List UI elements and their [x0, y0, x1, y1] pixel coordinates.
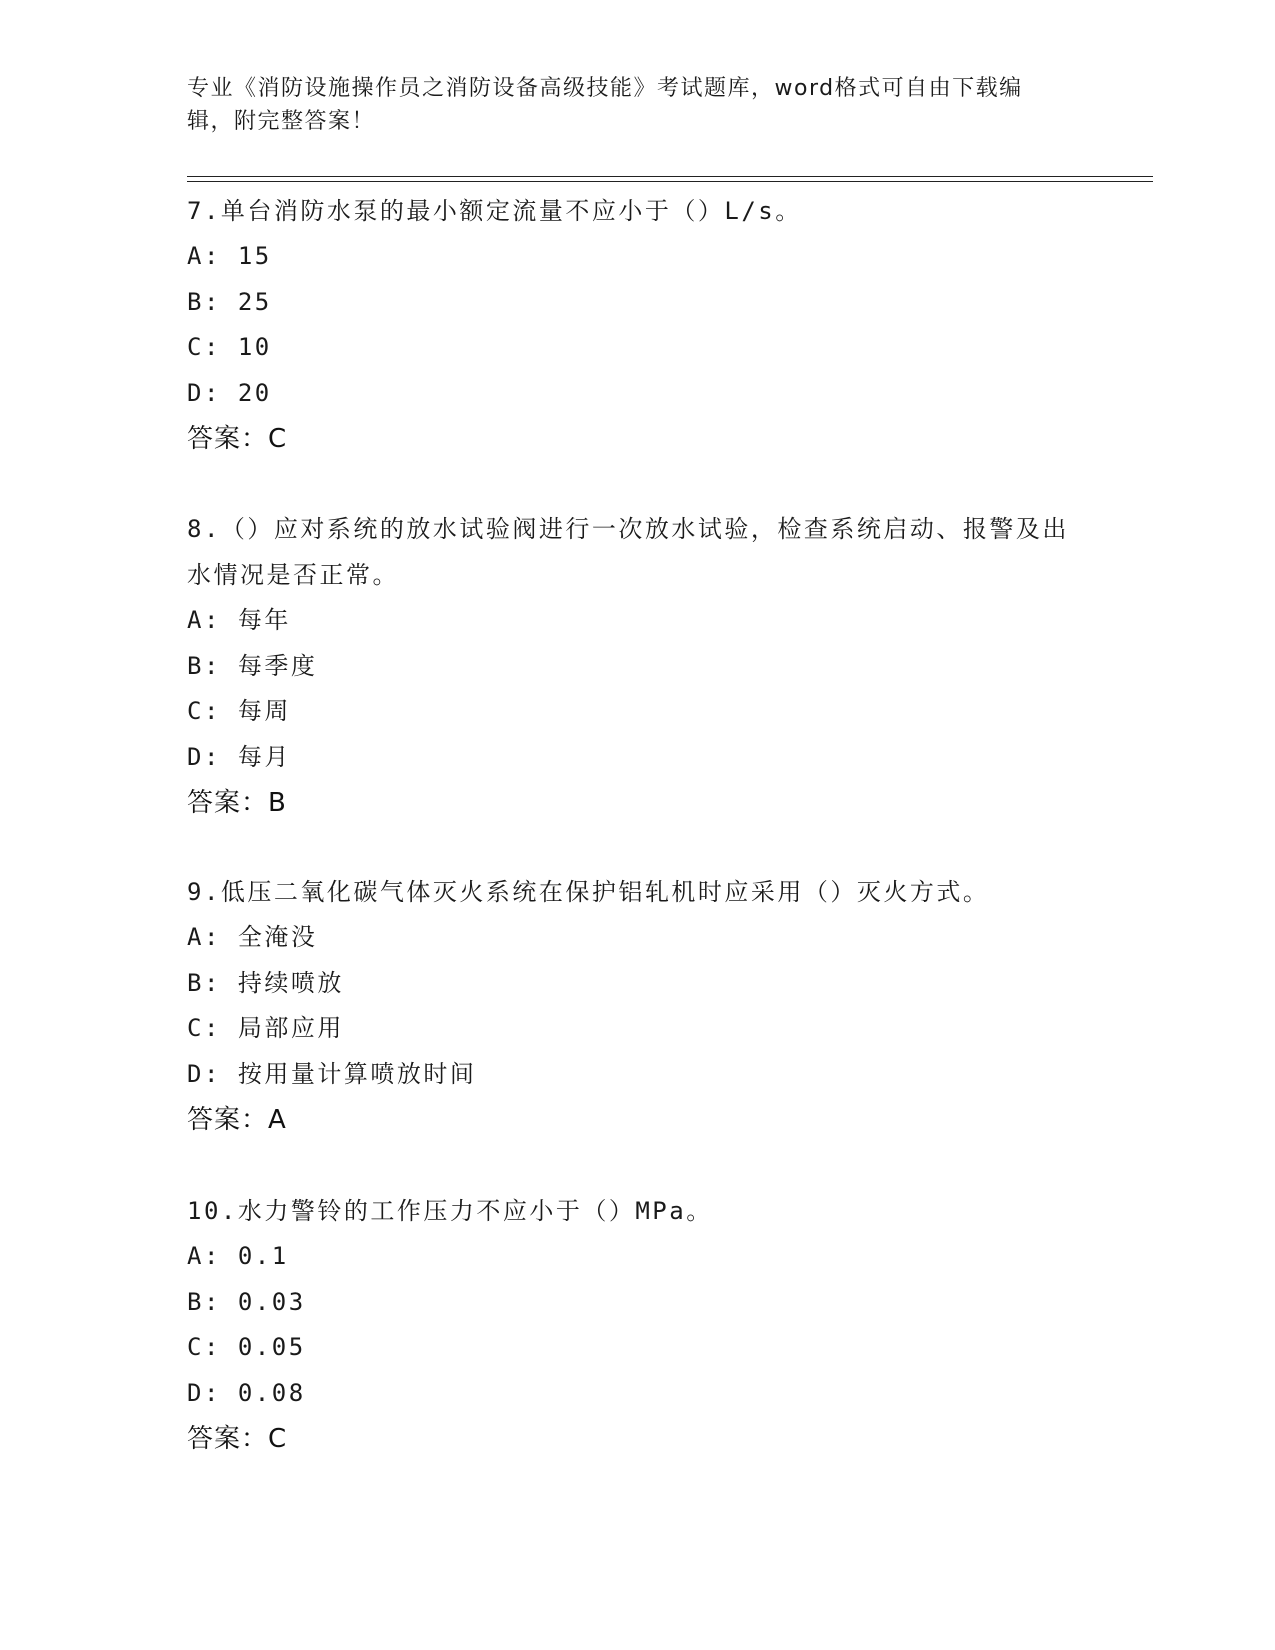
option-b: B: 0.03 — [187, 1287, 306, 1316]
question-stem: 9.低压二氧化碳气体灭火系统在保护铝轧机时应采用（）灭火方式。 — [187, 878, 990, 906]
question-10 — [187, 1188, 1087, 1462]
option-c: C: 0.05 — [187, 1333, 306, 1361]
question-8 — [187, 506, 1087, 826]
answer-line: 答案：C — [187, 1424, 288, 1454]
option-a: A: 全淹没 — [187, 923, 318, 951]
option-a: A: 每年 — [187, 606, 291, 634]
question-9 — [187, 869, 1087, 1143]
answer-line: 答案：C — [187, 424, 288, 454]
document-header: 专业《消防设施操作员之消防设备高级技能》考试题库，word格式可自由下载编辑，附完整答案！ — [187, 76, 1023, 134]
option-b: B: 持续喷放 — [187, 968, 344, 997]
option-d: D: 按用量计算喷放时间 — [187, 1059, 477, 1088]
option-a: A: 0.1 — [187, 1242, 289, 1270]
question-stem: 7.单台消防水泵的最小额定流量不应小于（）L/s。 — [187, 197, 802, 225]
option-d: D: 0.08 — [187, 1378, 306, 1407]
question-stem: 10.水力警铃的工作压力不应小于（）MPa。 — [187, 1197, 713, 1225]
option-c: C: 局部应用 — [187, 1014, 344, 1042]
header-divider-top — [187, 176, 1153, 177]
question-stem: 8.（）应对系统的放水试验阀进行一次放水试验，检查系统启动、报警及出水情况是否正常。 — [187, 515, 1069, 589]
question-7 — [187, 188, 1087, 462]
option-d: D: 每月 — [187, 742, 291, 771]
option-d: D: 20 — [187, 378, 272, 407]
option-c: C: 10 — [187, 333, 272, 361]
answer-line: 答案：A — [187, 1105, 287, 1135]
answer-line: 答案：B — [187, 788, 287, 818]
option-c: C: 每周 — [187, 697, 291, 725]
option-b: B: 每季度 — [187, 651, 318, 680]
option-b: B: 25 — [187, 287, 272, 316]
option-a: A: 15 — [187, 242, 272, 270]
header-divider-bottom — [187, 181, 1153, 182]
